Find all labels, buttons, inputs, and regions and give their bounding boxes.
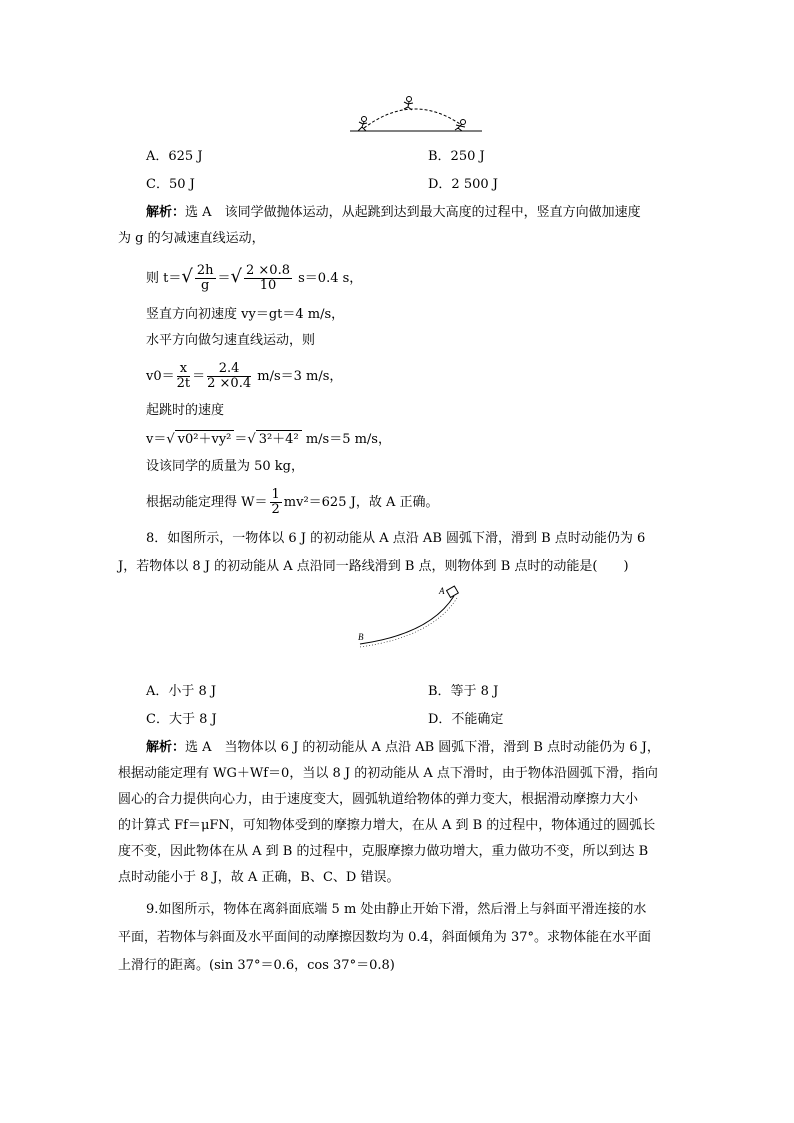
q8-analysis-line4: 的计算式 Ff＝μFN，可知物体受到的摩擦力增大，在从 A 到 B 的过程中，物体通过的圆弧长: [118, 818, 656, 833]
q7-mass-line: 设该同学的质量为 50 kg，: [146, 459, 305, 474]
q7-option-a: A．625 J: [146, 149, 203, 164]
q8-analysis-line2: 根据动能定理有 WG＋Wf＝0，当以 8 J 的初动能从 A 点下滑时，由于物体沿圆弧下滑，指向: [118, 766, 658, 781]
q7-vy-line: 竖直方向初速度 vy＝gt＝4 m/s，: [146, 307, 345, 322]
q7-analysis-label: 解析：: [146, 205, 186, 220]
jump-trajectory-figure: [346, 94, 486, 136]
q8-stem-line1: 8．如图所示，一物体以 6 J 的初动能从 A 点沿 AB 圆弧下滑，滑到 B 点时动能仍为 6: [146, 531, 646, 546]
q7-option-d: D．2 500 J: [428, 177, 498, 192]
q8-option-a: A．小于 8 J: [146, 684, 217, 699]
q7-v0-formula: v0＝ $\frac{x}{2t}$ ＝ $\frac{2.4}{2 \times 0.4}$ m/s＝3 m/s，: [146, 361, 343, 391]
q8-analysis-line6: 点时动能小于 8 J，故 A 正确，B、C、D 错误。: [118, 870, 400, 885]
q7-horizontal-line: 水平方向做匀速直线运动，则: [146, 333, 316, 348]
q7-analysis-text1: 该同学做抛体运动，从起跳到达到最大高度的过程中，竖直方向做加速度: [224, 205, 641, 220]
q8-option-b: B．等于 8 J: [428, 684, 499, 699]
q7-time-frac2: $\frac{2 \times 0.8}{10}$: [246, 263, 290, 293]
q9-line3: 上滑行的距离。(sin 37°＝0.6，cos 37°＝0.8): [118, 958, 395, 973]
q7-time-formula: 则 t＝√ $\frac{2h}{g}$ ＝√ $\frac{2 \times 0.8}{10}$ s＝0.4 s，: [146, 263, 363, 293]
q7-v0-frac1: $\frac{x}{2t}$: [176, 361, 191, 391]
q7-analysis-line2: 为 g 的匀减速直线运动，: [118, 231, 265, 246]
fig-label-b: B: [358, 632, 364, 642]
q7-analysis-choice: 选 A: [185, 205, 212, 220]
q7-energy-frac: $\frac{1}{2}$: [271, 487, 280, 517]
q8-option-d: D．不能确定: [428, 712, 504, 727]
q9-line2: 平面，若物体与斜面及水平面间的动摩擦因数均为 0.4，斜面倾角为 37°。求物体能在水平面: [118, 930, 651, 945]
q7-time-frac1: $\frac{2h}{g}$: [196, 263, 214, 293]
q8-option-c: C．大于 8 J: [146, 712, 217, 727]
q7-v-formula: v＝√ v0²＋vy² ＝√ 3²＋4² m/s＝5 m/s，: [146, 432, 391, 447]
q7-analysis-line1: [146, 204, 641, 222]
fig-label-a: A: [439, 586, 445, 596]
q8-analysis-line3: 圆心的合力提供向心力，由于速度变大，圆弧轨道给物体的弹力变大，根据滑动摩擦力大小: [118, 792, 639, 807]
q8-stem-line2: J，若物体以 8 J 的初动能从 A 点沿同一路线滑到 B 点，则物体到 B 点时的动能是( ): [118, 559, 629, 574]
arc-slide-figure: [350, 584, 470, 654]
q8-analysis-line5: 度不变，因此物体在从 A 到 B 的过程中，克服摩擦力做功增大，重力做功不变，所以到达 B: [118, 844, 649, 859]
q7-option-b: B．250 J: [428, 149, 485, 164]
q8-analysis-label: 解析：: [146, 740, 186, 755]
q8-analysis-line1: 解析：选 A 当物体以 6 J 的初动能从 A 点沿 AB 圆弧下滑，滑到 B 点时动能仍为 6 J，: [146, 740, 660, 755]
q9-line1: 9.如图所示，物体在离斜面底端 5 m 处由静止开始下滑，然后滑上与斜面平滑连接的水: [146, 902, 647, 917]
q7-jump-speed-label: 起跳时的速度: [146, 403, 225, 418]
q7-energy-formula: 根据动能定理得 W＝ $\frac{1}{2}$ mv²＝625 J，故 A 正确。: [146, 487, 439, 517]
q7-v0-frac2: $\frac{2.4}{2 \times 0.4}$: [207, 361, 252, 391]
q7-option-c: C．50 J: [146, 177, 195, 192]
